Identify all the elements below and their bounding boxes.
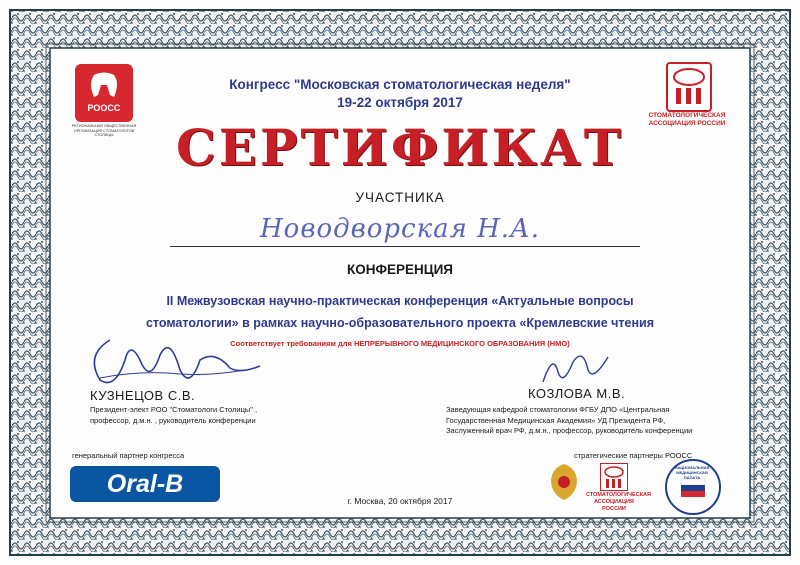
tooth-icon bbox=[75, 67, 133, 107]
star-small-logo bbox=[600, 463, 628, 491]
roocc-logo bbox=[75, 64, 133, 122]
left-role-line-1: Президент-элект РОО "Стоматологи Столицы" , bbox=[90, 405, 258, 414]
coat-of-arms-icon bbox=[548, 462, 580, 502]
right-role-line-2: Государственная Медицинская Академия» УД Президента РФ, bbox=[446, 415, 666, 425]
conference-label: КОНФЕРЕНЦИЯ bbox=[346, 262, 454, 277]
right-role-line-3: Заслуженный врач РФ, д.м.н., профессор, руководитель конференции bbox=[446, 426, 693, 435]
participant-name: Новодворская Н.А. bbox=[260, 214, 540, 244]
right-role-line-1: Заведующая кафедрой стоматологии ФГБУ ДПО «Центральная bbox=[446, 405, 670, 414]
national-chamber-logo bbox=[665, 459, 721, 515]
star-emblem-icon bbox=[668, 64, 710, 110]
oralb-logo: Oral-B bbox=[70, 466, 220, 502]
star-logo bbox=[666, 62, 712, 112]
national-chamber-label: НАЦИОНАЛЬНАЯ МЕДИЦИНСКАЯ ПАЛАТА bbox=[674, 465, 710, 480]
participant-label: УЧАСТНИКА bbox=[355, 190, 445, 205]
right-signatory-name: КОЗЛОВА М.В. bbox=[528, 386, 626, 401]
roocc-subtitle: РЕГИОНАЛЬНАЯ ОБЩЕСТВЕННАЯ ОРГАНИЗАЦИЯ СТОМАТОЛОГОВ СТОЛИЦЫ bbox=[71, 124, 137, 137]
left-role-line-2: профессор, д.м.н. , руководитель конференции bbox=[90, 415, 256, 425]
certificate-title: СЕРТИФИКАТ bbox=[175, 118, 625, 177]
conference-line-1: II Межвузовская научно-практическая конференция «Актуальные вопросы bbox=[166, 294, 634, 308]
congress-title: Конгресс "Московская стоматологическая неделя" bbox=[229, 77, 571, 92]
right-signatory-role bbox=[446, 405, 736, 437]
left-signature bbox=[80, 330, 270, 395]
roocc-logo-text: РООСС bbox=[87, 103, 121, 113]
left-signatory-name: КУЗНЕЦОВ С.В. bbox=[90, 388, 196, 403]
right-signature bbox=[528, 342, 618, 392]
star-association-label: СТОМАТОЛОГИЧЕСКАЯ АССОЦИАЦИЯ РОССИИ bbox=[648, 112, 726, 127]
left-signatory-role bbox=[90, 405, 310, 426]
conference-line-2: стоматологии» в рамках научно-образовательного проекта «Кремлевские чтения bbox=[145, 316, 655, 330]
strategic-partners-label: стратегические партнеры РООСС bbox=[574, 451, 693, 460]
congress-header bbox=[150, 76, 650, 112]
name-underline bbox=[170, 246, 640, 247]
conference-description bbox=[120, 290, 680, 334]
congress-dates: 19-22 октября 2017 bbox=[337, 95, 463, 110]
nmo-compliance-text: Соответствует требованиям для НЕПРЕРЫВНОГО МЕДИЦИНСКОГО ОБРАЗОВАНИЯ (НМО) bbox=[230, 339, 570, 348]
place-and-date: г. Москва, 20 октября 2017 bbox=[347, 496, 453, 506]
star-small-label: СТОМАТОЛОГИЧЕСКАЯ АССОЦИАЦИЯ РОССИИ bbox=[586, 492, 651, 512]
star-small-emblem-icon bbox=[601, 464, 627, 490]
general-partner-label: генеральный партнер конгресса bbox=[72, 451, 185, 460]
